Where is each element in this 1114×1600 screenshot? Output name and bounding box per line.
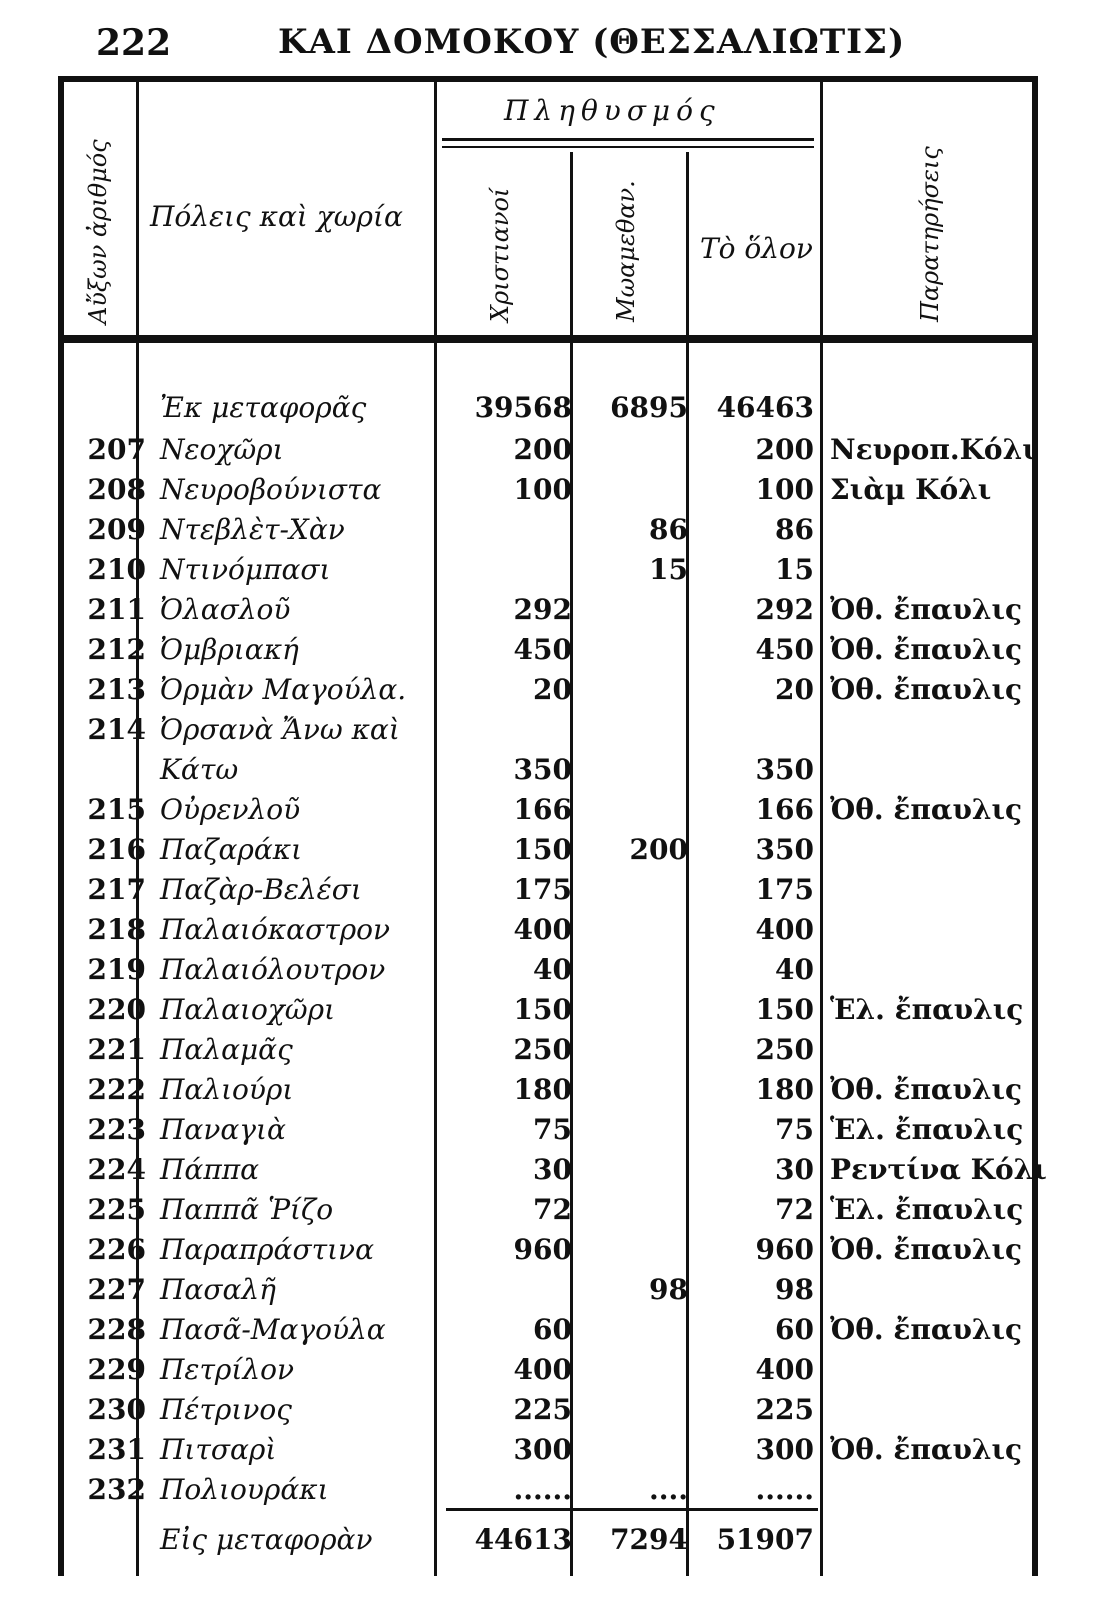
table-row (64, 1390, 1044, 1430)
table-row (64, 1190, 1044, 1230)
row-total: 15 (775, 553, 814, 586)
table-row (64, 790, 1044, 830)
row-number: 208 (87, 473, 146, 506)
row-christians: 175 (513, 873, 572, 906)
row-place: Ὀρμὰν Μαγούλα. (160, 673, 407, 706)
row-total: 175 (755, 873, 814, 906)
table-row (64, 910, 1044, 950)
row-place: Παλαιοχῶρι (160, 993, 336, 1026)
row-total: 450 (755, 633, 814, 666)
row-total: 400 (755, 1353, 814, 1386)
table-row (64, 470, 1044, 510)
row-total: 40 (775, 953, 814, 986)
row-christians: ...... (513, 1473, 572, 1506)
row-christians: 100 (513, 473, 572, 506)
row-place: Πασαλῆ (160, 1273, 276, 1306)
header-christians: Χριστιανοί (486, 187, 514, 322)
row-total: 166 (755, 793, 814, 826)
carried-over-row (64, 1520, 1044, 1560)
header-bottom-rule (64, 335, 1032, 343)
header-total: Τὸ ὅλον (700, 232, 813, 265)
row-total: 960 (755, 1233, 814, 1266)
table-row (64, 710, 1044, 750)
row-note: Ἑλ. ἔπαυλις (830, 1113, 1024, 1146)
row-christians: 450 (513, 633, 572, 666)
table-row (64, 510, 1044, 550)
row-christians: 225 (513, 1393, 572, 1426)
table-row (64, 1030, 1044, 1070)
row-place: Ντεβλὲτ-Χὰν (160, 513, 345, 546)
header-places: Πόλεις καὶ χωρία (150, 200, 403, 233)
row-place: Πάππα (160, 1153, 260, 1186)
row-place: Παζὰρ-Βελέσι (160, 873, 362, 906)
row-number: 223 (87, 1113, 146, 1146)
row-place: Ντινόμπασι (160, 553, 331, 586)
row-total: 350 (755, 753, 814, 786)
row-note: Ρεντίνα Κόλι (830, 1153, 1047, 1186)
row-number: 218 (87, 913, 146, 946)
table-row (64, 1150, 1047, 1190)
table-row (64, 1310, 1044, 1350)
row-christians: 72 (533, 1193, 572, 1226)
row-number: 213 (87, 673, 146, 706)
row-christians: 960 (513, 1233, 572, 1266)
row-place: Πιτσαρὶ (160, 1433, 277, 1466)
header-muslims: Μωαμεθαν. (612, 180, 640, 322)
row-number: 217 (87, 873, 146, 906)
row-note: Ὀθ. ἔπαυλις (830, 1073, 1023, 1106)
row-place: Παναγιὰ (160, 1113, 286, 1146)
row-christians: 75 (533, 1113, 572, 1146)
row-number: 232 (87, 1473, 146, 1506)
row-number: 230 (87, 1393, 146, 1426)
row-number: 215 (87, 793, 146, 826)
row-total: 72 (775, 1193, 814, 1226)
row-number: 228 (87, 1313, 146, 1346)
table-row (64, 830, 1044, 870)
row-note: Σιὰμ Κόλι (830, 473, 992, 506)
row-number: 224 (87, 1153, 146, 1186)
row-christians: 60 (533, 1313, 572, 1346)
population-rule (442, 138, 814, 141)
table-row (64, 670, 1044, 710)
row-total: 60 (775, 1313, 814, 1346)
row-number: 221 (87, 1033, 146, 1066)
carried-forward-total: 46463 (716, 391, 814, 424)
row-place: Παλαιόκαστρον (160, 913, 391, 946)
row-place: Παραπράστινα (160, 1233, 374, 1266)
row-place: Κάτω (160, 753, 239, 786)
table-row (64, 750, 1044, 790)
row-place: Πασᾶ-Μαγούλα (160, 1313, 386, 1346)
carried-forward-muslims: 6895 (610, 391, 688, 424)
row-christians: 300 (513, 1433, 572, 1466)
row-note: Ὀθ. ἔπαυλις (830, 673, 1023, 706)
carried-over-total: 51907 (716, 1523, 814, 1556)
row-christians: 180 (513, 1073, 572, 1106)
carried-forward-row (64, 388, 1044, 428)
row-total: 20 (775, 673, 814, 706)
row-total: 150 (755, 993, 814, 1026)
row-number: 227 (87, 1273, 146, 1306)
table-row (64, 430, 1044, 470)
row-number: 209 (87, 513, 146, 546)
population-rule (442, 146, 814, 148)
row-number: 216 (87, 833, 146, 866)
row-christians: 40 (533, 953, 572, 986)
row-number: 207 (87, 433, 146, 466)
row-number: 222 (87, 1073, 146, 1106)
row-number: 226 (87, 1233, 146, 1266)
row-place: Νευροβούνιστα (160, 473, 382, 506)
row-christians: 150 (513, 833, 572, 866)
table-row (64, 630, 1044, 670)
table-row (64, 1350, 1044, 1390)
row-total: 250 (755, 1033, 814, 1066)
row-total: 350 (755, 833, 814, 866)
table-row (64, 1270, 1044, 1310)
row-place: Πετρίλον (160, 1353, 294, 1386)
row-christians: 400 (513, 913, 572, 946)
row-muslims: 86 (649, 513, 688, 546)
table-row (64, 1110, 1044, 1150)
totals-rule (446, 1508, 818, 1511)
row-total: 75 (775, 1113, 814, 1146)
row-place: Ὀρσανὰ Ἄνω καὶ (160, 713, 400, 746)
row-muslims: 200 (629, 833, 688, 866)
table-row (64, 550, 1044, 590)
row-total: 200 (755, 433, 814, 466)
row-muslims: .... (649, 1473, 688, 1506)
row-total: 225 (755, 1393, 814, 1426)
row-total: 86 (775, 513, 814, 546)
row-christians: 400 (513, 1353, 572, 1386)
page-number: 222 (96, 22, 172, 64)
header-serial: Αὔξων ἀριθμός (84, 139, 112, 324)
row-christians: 30 (533, 1153, 572, 1186)
table-row (64, 1430, 1044, 1470)
row-total: 100 (755, 473, 814, 506)
table-row (64, 990, 1044, 1030)
row-number: 212 (87, 633, 146, 666)
row-place: Οὐρενλοῦ (160, 793, 301, 826)
row-place: Παλαμᾶς (160, 1033, 293, 1066)
row-number: 210 (87, 553, 146, 586)
row-note: Ὀθ. ἔπαυλις (830, 633, 1023, 666)
row-christians: 150 (513, 993, 572, 1026)
row-total: 292 (755, 593, 814, 626)
carried-over-muslims: 7294 (610, 1523, 688, 1556)
row-total: 30 (775, 1153, 814, 1186)
row-number: 229 (87, 1353, 146, 1386)
row-note: Ὀθ. ἔπαυλις (830, 1313, 1023, 1346)
row-total: 400 (755, 913, 814, 946)
row-number: 220 (87, 993, 146, 1026)
row-note: Ὀθ. ἔπαυλις (830, 1433, 1023, 1466)
row-number: 225 (87, 1193, 146, 1226)
table-row (64, 950, 1044, 990)
row-total: 98 (775, 1273, 814, 1306)
table-row (64, 590, 1044, 630)
row-place: Παλαιόλουτρον (160, 953, 386, 986)
header-population: Πληθυσμός (504, 94, 721, 127)
row-place: Νεοχῶρι (160, 433, 284, 466)
row-place: Ὀλασλοῦ (160, 593, 291, 626)
row-note: Ἑλ. ἔπαυλις (830, 993, 1024, 1026)
row-place: Παλιούρι (160, 1073, 294, 1106)
row-christians: 250 (513, 1033, 572, 1066)
row-christians: 20 (533, 673, 572, 706)
row-note: Ὀθ. ἔπαυλις (830, 793, 1023, 826)
row-total: 180 (755, 1073, 814, 1106)
row-christians: 200 (513, 433, 572, 466)
carried-over-label: Εἰς μεταφορὰν (160, 1523, 373, 1556)
row-christians: 350 (513, 753, 572, 786)
header-remarks: Παρατηρήσεις (916, 146, 944, 322)
row-note: Ὀθ. ἔπαυλις (830, 1233, 1023, 1266)
table-row (64, 1070, 1044, 1110)
table-row (64, 1470, 1044, 1510)
row-place: Πολιουράκι (160, 1473, 329, 1506)
row-place: Ὀμβριακή (160, 633, 299, 666)
carried-over-christians: 44613 (474, 1523, 572, 1556)
row-number: 219 (87, 953, 146, 986)
row-muslims: 15 (649, 553, 688, 586)
table-row (64, 870, 1044, 910)
table-row (64, 1230, 1044, 1270)
row-place: Παζαράκι (160, 833, 303, 866)
population-table (58, 76, 1047, 1576)
row-total: 300 (755, 1433, 814, 1466)
carried-forward-christians: 39568 (474, 391, 572, 424)
row-note: Ὀθ. ἔπαυλις (830, 593, 1023, 626)
row-muslims: 98 (649, 1273, 688, 1306)
row-note: Νευροπ.Κόλι (830, 433, 1036, 466)
row-note: Ἑλ. ἔπαυλις (830, 1193, 1024, 1226)
row-total: ...... (755, 1473, 814, 1506)
row-number: 231 (87, 1433, 146, 1466)
running-head: ΚΑΙ ΔΟΜΟΚΟΥ (ΘΕΣΣΑΛΙΩΤΙΣ) (278, 22, 906, 62)
row-christians: 292 (513, 593, 572, 626)
carried-forward-label: Ἐκ μεταφορᾶς (160, 391, 367, 424)
row-number: 214 (87, 713, 146, 746)
row-place: Παππᾶ Ῥίζο (160, 1193, 334, 1226)
row-christians: 166 (513, 793, 572, 826)
row-place: Πέτρινος (160, 1393, 292, 1426)
row-number: 211 (87, 593, 146, 626)
